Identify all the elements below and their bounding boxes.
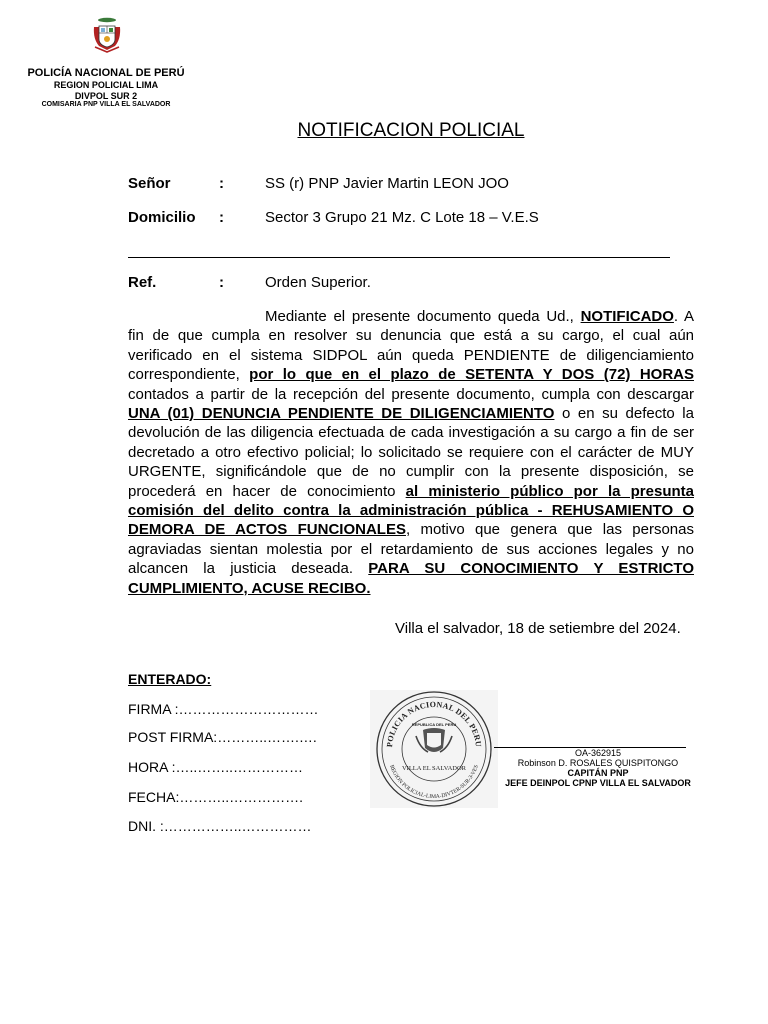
body-legal-warning: al ministerio público por la presunta comisión del delito contra la administración pública - REHUSAMIENTO O DEMORA DE ACTOS FUNCIONALES [128,482,694,539]
post-firma-field: POST FIRMA:………..…….…. [128,729,317,745]
seal-center-text: VILLA EL SALVADOR [401,765,467,772]
dni-field: DNI. :……………..…………… [128,818,312,834]
body-closing: PARA SU CONOCIMIENTO Y ESTRICTO CUMPLIMIENTO, ACUSE RECIBO. [128,560,694,597]
letterhead-station: COMISARIA PNP VILLA EL SALVADOR [41,101,171,108]
body-text-4: o en su defecto la devolución de las diligencia efectuada de cada investigación a su cargo a fin de ser decretado a otro efectivo policial; lo solicitado se requiere con el carácter de MUY URGENTE, significándole que de no cumplir con la presente disposición, se procederá en hacer de conocimiento [128,405,694,500]
enterado-label: ENTERADO: [128,671,212,687]
domicilio-colon: : [219,209,224,226]
ref-label: Ref. [128,274,157,291]
body-text-3: contados a partir de la recepción del presente documento, cumpla con descargar [128,385,694,403]
signature-position: JEFE DEINPOL CPNP VILLA EL SALVADOR [505,778,691,788]
peru-coat-of-arms-icon [91,17,123,53]
ref-value: Orden Superior. [265,274,371,291]
date-line: Villa el salvador, 18 de setiembre del 2024. [395,620,681,637]
firma-field: FIRMA :………………………… [128,701,319,717]
seal-outer-bottom-text: REGION POLICIAL-LIMA-DIVTER-SUR-3-VES [388,764,480,801]
ref-colon: : [219,274,224,291]
notice-body [128,307,694,598]
body-deadline: por lo que en el plazo de SETENTA Y DOS (72) HORAS [249,366,694,384]
signature-rank: CAPITÁN PNP [567,768,629,778]
body-text-5: , motivo que genera que las personas agraviadas sientan molestia por el retardamiento de sus acciones legales y no alcancen la justicia deseada. [128,521,694,578]
hora-field: HORA :…..……..…………… [128,759,304,775]
body-text-1: Mediante el presente documento queda Ud., [265,308,581,325]
domicilio-value: Sector 3 Grupo 21 Mz. C Lote 18 – V.E.S [265,209,539,226]
document-title: NOTIFICACION POLICIAL [297,120,525,141]
letterhead-institution: POLICÍA NACIONAL DE PERÚ [27,67,185,79]
fecha-field: FECHA:………..……………. [128,789,304,805]
separator-line [128,257,670,258]
senor-value: SS (r) PNP Javier Martin LEON JOO [265,175,509,192]
letterhead-region: REGION POLICIAL LIMA [53,80,159,90]
signature-code: OA-362915 [574,748,622,758]
police-seal-stamp [370,690,498,808]
letterhead-division: DIVPOL SUR 2 [74,91,138,101]
seal-inner-text: REPUBLICA DEL PERU [411,722,457,727]
domicilio-label: Domicilio [128,209,196,226]
body-notified: NOTIFICADO [580,308,674,325]
signature-name: Robinson D. ROSALES QUISPITONGO [517,758,679,768]
body-text-2: . A fin de que cumpla en resolver su denuncia que está a su cargo, el cual aún verificado en el sistema SIDPOL aún queda PENDIENTE de diligenciamiento correspondiente, [128,308,694,384]
senor-colon: : [219,175,224,192]
senor-label: Señor [128,175,171,192]
body-pending-complaint: UNA (01) DENUNCIA PENDIENTE DE DILIGENCIAMIENTO [128,405,555,423]
seal-emblem-icon [416,728,452,752]
seal-outer-top-text: POLICIA NACIONAL DEL PERU [384,699,484,748]
